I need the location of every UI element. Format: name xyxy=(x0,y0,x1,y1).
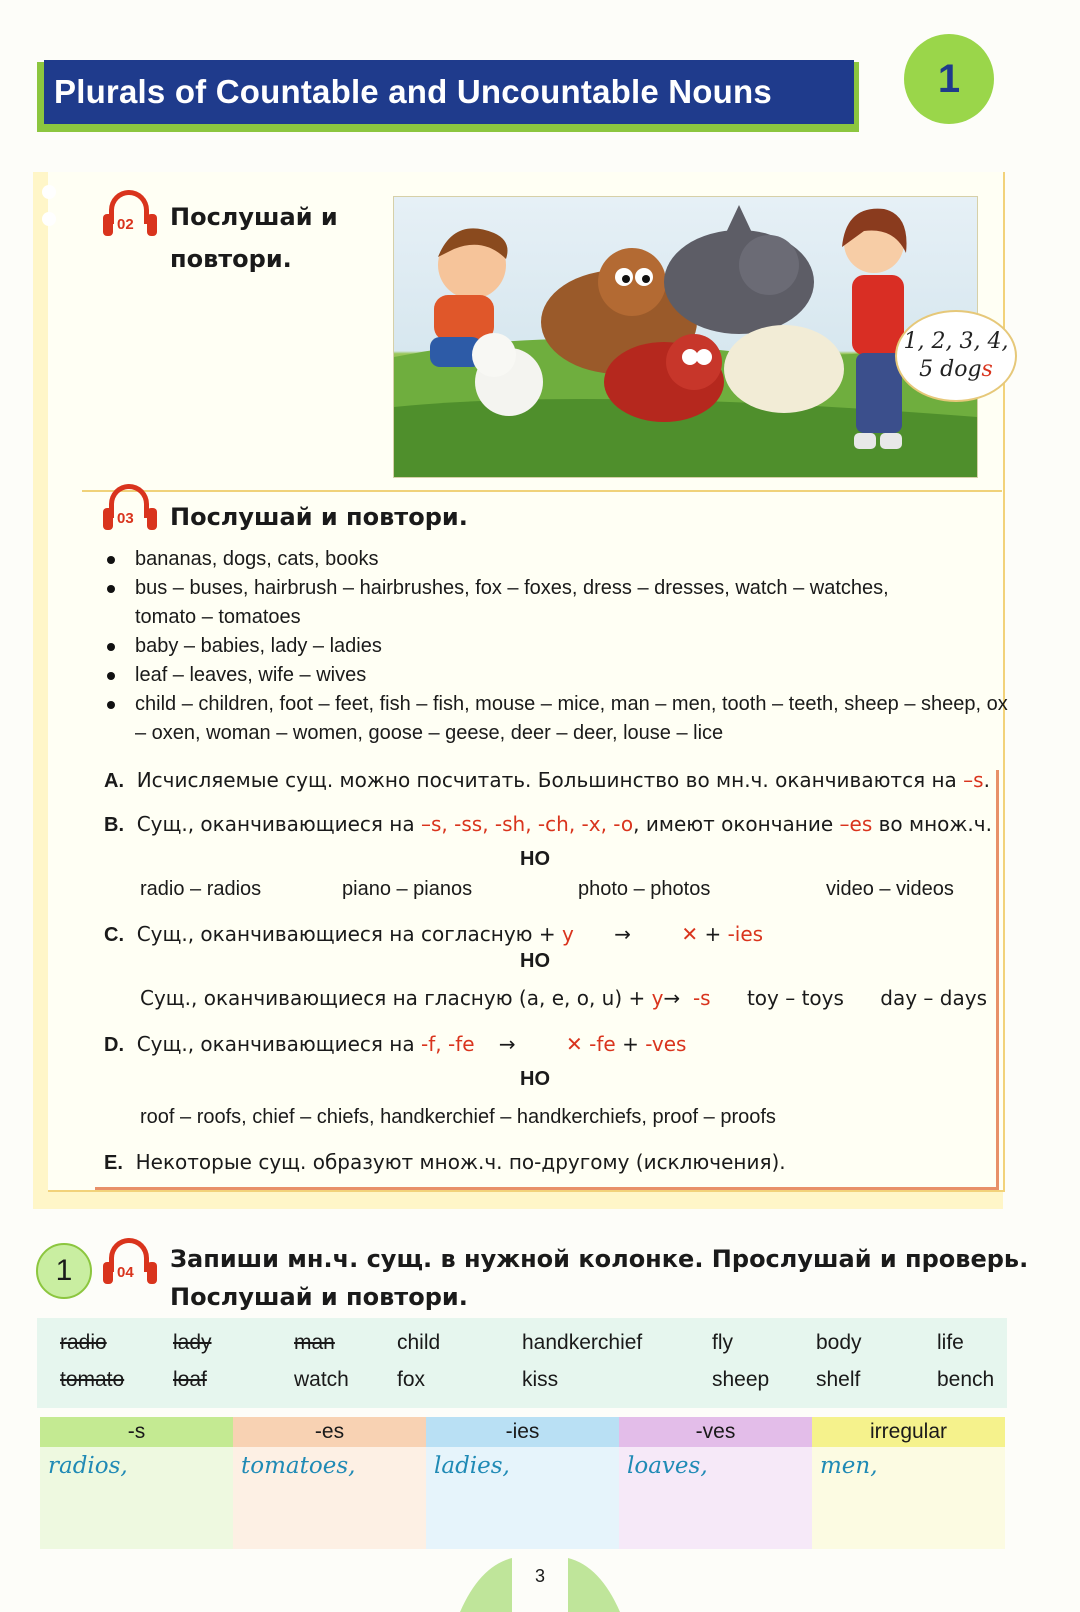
column-header: -es xyxy=(233,1417,426,1447)
bubble-line: 1, 2, 3, 4, xyxy=(903,329,1009,354)
answer-column-irregular[interactable] xyxy=(812,1417,1005,1549)
word: handkerchief xyxy=(522,1331,643,1354)
exercise-number-badge: 1 xyxy=(36,1243,92,1299)
word: child xyxy=(397,1331,441,1354)
page-title: Plurals of Countable and Uncountable Nouns xyxy=(54,73,772,110)
speech-bubble xyxy=(895,310,1017,402)
answer-text: men, xyxy=(820,1453,878,1479)
word: bench xyxy=(937,1368,995,1391)
word: watch xyxy=(294,1368,349,1391)
examples-list xyxy=(105,545,1015,748)
title-bar xyxy=(44,60,854,124)
headphones-icon[interactable]: 02 xyxy=(103,190,159,242)
dogs-illustration xyxy=(393,196,978,478)
rule-c: C. Сущ., оканчивающиеся на согласную + y → ✕ + -ies xyxy=(104,922,764,946)
rule-d: D. Сущ., оканчивающиеся на -f, -fe → ✕ -fe + -ves xyxy=(104,1032,687,1056)
list-item: bananas, dogs, cats, books xyxy=(105,545,1015,574)
word: life xyxy=(937,1331,964,1354)
headphones-icon[interactable]: 03 xyxy=(103,484,159,536)
list-item: bus – buses, hairbrush – hairbrushes, fox – foxes, dress – dresses, watch – watches, xyxy=(105,574,1015,603)
word-used: radio xyxy=(60,1331,107,1354)
unit-number-badge: 1 xyxy=(904,34,994,124)
answer-column-s[interactable] xyxy=(40,1417,233,1549)
answer-text: ladies, xyxy=(434,1453,510,1479)
bubble-line: 5 dogs xyxy=(919,357,993,382)
exercise-instruction: Запиши мн.ч. сущ. в нужной колонке. Прослушай и проверь. Послушай и повтори. xyxy=(170,1245,1029,1311)
struck-ending: ✕ -fe xyxy=(566,1032,616,1056)
column-header: -ves xyxy=(619,1417,812,1447)
but-label: НО xyxy=(520,950,550,972)
exception: video – videos xyxy=(826,878,954,900)
exception: piano – pianos xyxy=(342,878,473,900)
word: body xyxy=(816,1331,862,1354)
instruction-line: повтори. xyxy=(170,245,292,273)
column-header: irregular xyxy=(812,1417,1005,1447)
answer-column-ies[interactable] xyxy=(426,1417,619,1549)
but-label: НО xyxy=(520,848,550,870)
column-header: -s xyxy=(40,1417,233,1447)
list-item: leaf – leaves, wife – wives xyxy=(105,661,1015,690)
column-header: -ies xyxy=(426,1417,619,1447)
answer-text: tomatoes, xyxy=(241,1453,356,1479)
binder-hole xyxy=(42,212,56,226)
headphones-icon[interactable]: 04 xyxy=(103,1238,159,1290)
word-used: lady xyxy=(173,1331,212,1354)
list-item: child – children, foot – feet, fish – fish, mouse – mice, man – men, tooth – teeth, sheep – sheep, ox xyxy=(105,690,1015,719)
rule-d-exceptions: roof – roofs, chief – chiefs, handkerchief – handkerchiefs, proof – proofs xyxy=(140,1106,776,1128)
word: fly xyxy=(712,1331,733,1354)
word: kiss xyxy=(522,1368,559,1391)
rule-e: E. Некоторые сущ. образуют множ.ч. по-другому (исключения). xyxy=(104,1150,786,1174)
exception: photo – photos xyxy=(578,878,711,900)
list-item-continued: tomato – tomatoes xyxy=(135,606,301,628)
word: shelf xyxy=(816,1368,861,1391)
answer-column-ves[interactable] xyxy=(619,1417,812,1549)
list-item: baby – babies, lady – ladies xyxy=(105,632,1015,661)
rule-border xyxy=(95,1187,999,1190)
rule-b: B. Сущ., оканчивающиеся на –s, -ss, -sh, -ch, -x, -o, имеют окончание –es во множ.ч. xyxy=(104,812,992,836)
but-label: НО xyxy=(520,1068,550,1090)
exception: radio – radios xyxy=(140,878,262,900)
page-number: 3 xyxy=(534,1566,545,1586)
divider xyxy=(82,490,1002,492)
instruction-line: Послушай и xyxy=(170,203,338,231)
answer-text: loaves, xyxy=(627,1453,708,1479)
cross-icon: ✕ xyxy=(681,922,699,946)
answer-column-es[interactable] xyxy=(233,1417,426,1549)
rule-border xyxy=(996,770,999,1190)
rule-a: A. Исчисляемые сущ. можно посчитать. Большинство во мн.ч. оканчиваются на –s. xyxy=(104,768,990,792)
word-used: man xyxy=(294,1331,335,1354)
instruction-line: Послушай и повтори. xyxy=(170,503,468,531)
word: sheep xyxy=(712,1368,770,1391)
answer-text: radios, xyxy=(48,1453,128,1479)
word: fox xyxy=(397,1368,426,1391)
binder-hole xyxy=(42,185,56,199)
word-used: loaf xyxy=(173,1368,207,1391)
word-used: tomato xyxy=(60,1368,125,1391)
rule-c-exception: Сущ., оканчивающиеся на гласную (a, e, o, u) + y→ -s toy – toys day – days xyxy=(140,986,987,1010)
list-item-continued: – oxen, woman – women, goose – geese, deer – deer, louse – lice xyxy=(135,722,724,744)
